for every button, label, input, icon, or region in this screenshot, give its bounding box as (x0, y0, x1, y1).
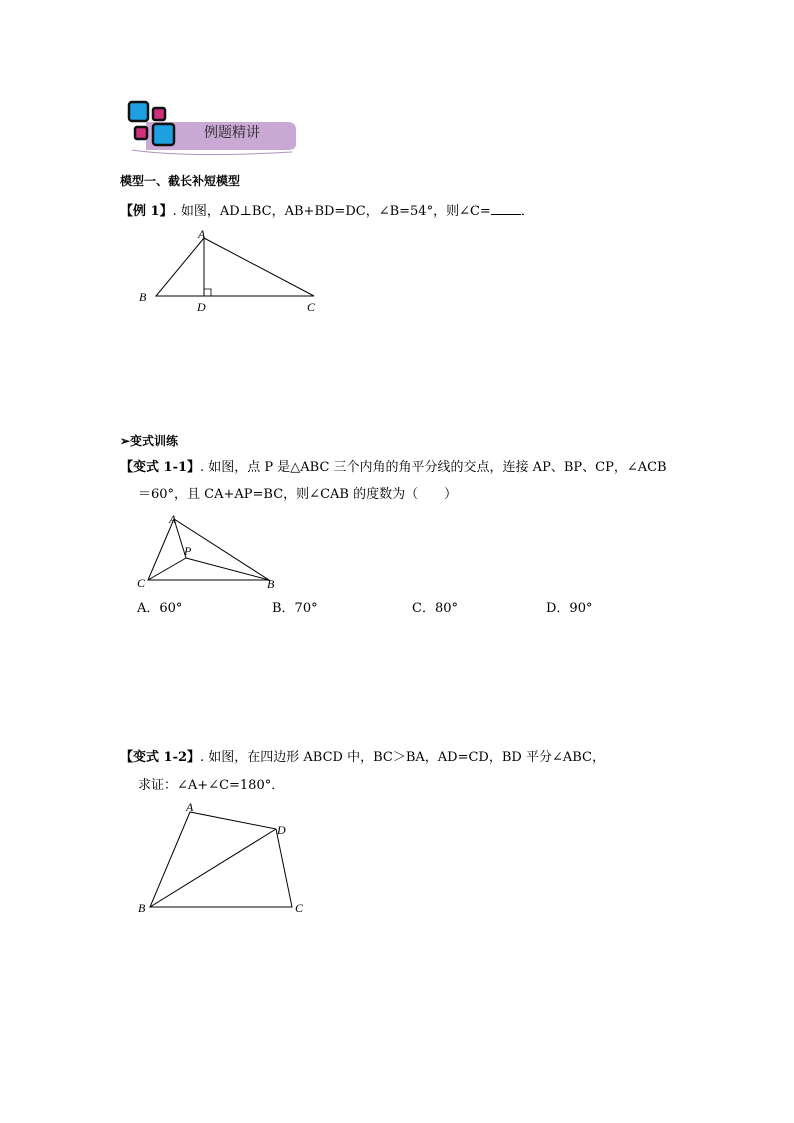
label-p: P (184, 544, 192, 558)
variant1-text: . 如图，点 P 是△ABC 三个内角的角平分线的交点，连接 AP、BP、CP，∠ACB (200, 460, 667, 475)
variant-heading: ➢变式训练 (120, 434, 179, 448)
label-c: C (137, 576, 146, 590)
label-b: B (139, 290, 147, 304)
example1-text: . 如图，AD⊥BC，AB+BD=DC，∠B=54°，则∠C= (172, 204, 491, 219)
variant1-option-c[interactable]: C．80° (412, 601, 458, 616)
banner-title: 例题精讲 (204, 125, 260, 141)
label-c: C (295, 901, 304, 915)
variant1-prefix: 【变式 1-1】 (120, 460, 201, 475)
variant2-prefix: 【变式 1-2】 (120, 750, 201, 765)
variant2-text: . 如图，在四边形 ABCD 中，BC＞BA，AD=CD，BD 平分∠ABC， (200, 750, 605, 765)
label-a: A (186, 800, 194, 814)
variant1-option-d[interactable]: D．90° (546, 601, 593, 616)
label-b: B (267, 577, 275, 591)
variant1-option-a[interactable]: A．60° (137, 601, 183, 616)
label-d: D (197, 300, 206, 314)
label-d: D (277, 823, 286, 837)
label-a: A (198, 227, 206, 241)
example1-question (120, 202, 534, 221)
label-a: A (169, 512, 177, 526)
example1-suffix: ． (520, 204, 534, 219)
variant1-option-b[interactable]: B．70° (272, 601, 318, 616)
variant2-line2: 求证：∠A+∠C=180°． (138, 778, 285, 793)
variant1-figure (130, 508, 290, 594)
label-b: B (138, 901, 146, 915)
example1-figure (130, 222, 330, 322)
variant1-line1 (120, 459, 667, 477)
label-c: C (307, 300, 316, 314)
variant2-line1 (120, 749, 605, 767)
example1-prefix: 【例 1】 (120, 204, 173, 219)
variant2-figure (130, 796, 320, 922)
section-banner (126, 100, 298, 156)
answer-blank (491, 202, 521, 215)
model-title: 模型一、截长补短模型 (120, 174, 241, 188)
variant1-line2: ＝60°，且 CA+AP=BC，则∠CAB 的度数为（ ） (138, 487, 458, 502)
